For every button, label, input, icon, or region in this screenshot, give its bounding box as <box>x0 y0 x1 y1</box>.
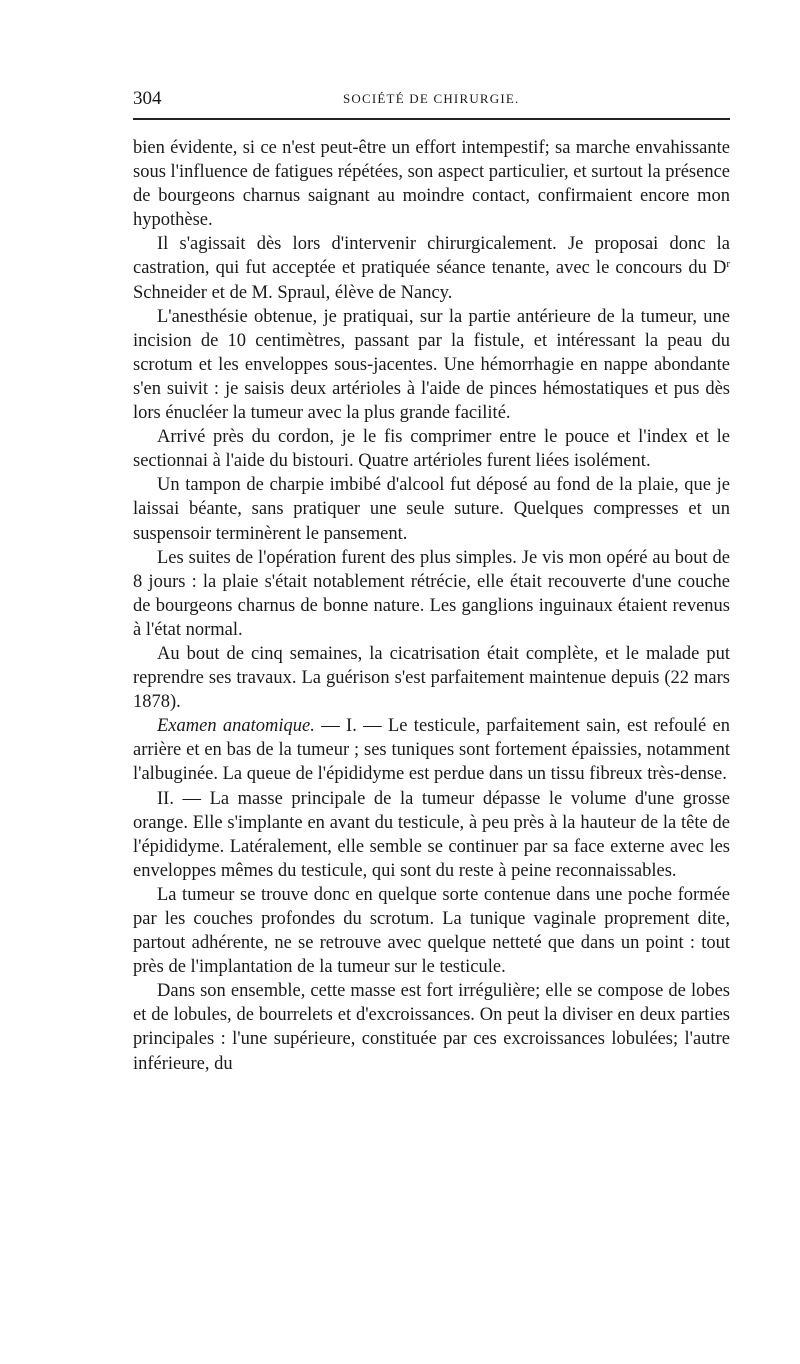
paragraph-text: Un tampon de charpie imbibé d'alcool fut déposé au fond de la plaie, que je laissai béante, sans pratiquer une seule suture. Quelques compresses et un suspensoir terminèrent le pansement. <box>133 475 730 544</box>
paragraph-text: bien évidente, si ce n'est peut-être un effort intempestif; sa marche envahissante sous l'influence de fatigues répétées, son aspect particulier, et surtout la présence de bourgeons charnus saignant au moindre contact, confirmaient encore mon hypothèse. <box>133 138 730 231</box>
paragraph-3 <box>133 305 730 425</box>
paragraph-9 <box>133 787 730 883</box>
paragraph-4 <box>133 425 730 473</box>
paragraph-7 <box>133 642 730 714</box>
paragraph-text: — I. — Le testicule, parfaitement sain, est refoulé en arrière et en bas de la tumeur ; ses tuniques sont fortement épaissies, notamment l'albuginée. La queue de l'épididyme est perdue dans un tissu fibreux très-dense. <box>133 716 730 785</box>
paragraph-2 <box>133 232 730 304</box>
running-title: SOCIÉTÉ DE CHIRURGIE. <box>343 91 520 106</box>
paragraph-8 <box>133 714 730 786</box>
paragraph-text: Arrivé près du cordon, je le fis comprimer entre le pouce et l'index et le sectionnai à l'aide du bistouri. Quatre artérioles furent liées isolément. <box>133 427 730 472</box>
header-rule <box>133 118 730 120</box>
paragraph-text: La tumeur se trouve donc en quelque sorte contenue dans une poche formée par les couches profondes du scrotum. La tunique vaginale proprement dite, partout adhérente, ne se retrouve avec quelque netteté que dans un point : tout près de l'implantation de la tumeur sur le testicule. <box>133 884 730 978</box>
superscript: r <box>726 258 730 271</box>
page-number: 304 <box>133 88 162 109</box>
paragraph-1 <box>133 136 730 232</box>
running-head <box>133 88 730 114</box>
paragraph-6 <box>133 546 730 642</box>
paragraph-text: II. — La masse principale de la tumeur dépasse le volume d'une grosse orange. Elle s'implante en avant du testicule, à peu près à la hauteur de la tête de l'épididyme. Latéralement, elle semble se continuer par sa face externe avec les enveloppes mêmes du testicule, qui sont du reste à peine reconnaissables. <box>133 788 730 881</box>
paragraph-text: Schneider et de M. Spraul, élève de Nancy. <box>133 282 453 303</box>
paragraph-text: Il s'agissait dès lors d'intervenir chirurgicalement. Je proposai donc la castration, qui fut acceptée et pratiquée séance tenante, avec le concours du D <box>133 234 730 279</box>
paragraph-10 <box>133 883 730 979</box>
paragraph-5 <box>133 473 730 545</box>
paragraph-text: L'anesthésie obtenue, je pratiquai, sur la partie antérieure de la tumeur, une incision de 10 centimètres, passant par la fistule, et intéressant la peau du scrotum et les enveloppes sous-jacentes. Une hémorrhagie en nappe abondante s'en suivit : je saisis deux artérioles à l'aide de pinces hémostatiques et pus dès lors énucléer la tumeur avec la plus grande facilité. <box>133 306 730 424</box>
body-text <box>133 136 730 1076</box>
paragraph-text: Les suites de l'opération furent des plus simples. Je vis mon opéré au bout de 8 jours : la plaie s'était notablement rétrécie, elle était recouverte d'une couche de bourgeons charnus de bonne nature. Les ganglions inguinaux étaient revenus à l'état normal. <box>133 547 730 640</box>
section-heading-italic: Examen anatomique. <box>157 716 315 737</box>
paragraph-text: Dans son ensemble, cette masse est fort irrégulière; elle se compose de lobes et de lobules, de bourrelets et d'excroissances. On peut la diviser en deux parties principales : l'une supérieure, constituée par ces excroissances lobulées; l'autre inférieure, du <box>133 981 730 1074</box>
paragraph-11 <box>133 979 730 1075</box>
paragraph-text: Au bout de cinq semaines, la cicatrisation était complète, et le malade put reprendre ses travaux. La guérison s'est parfaitement maintenue depuis (22 mars 1878). <box>133 643 730 713</box>
